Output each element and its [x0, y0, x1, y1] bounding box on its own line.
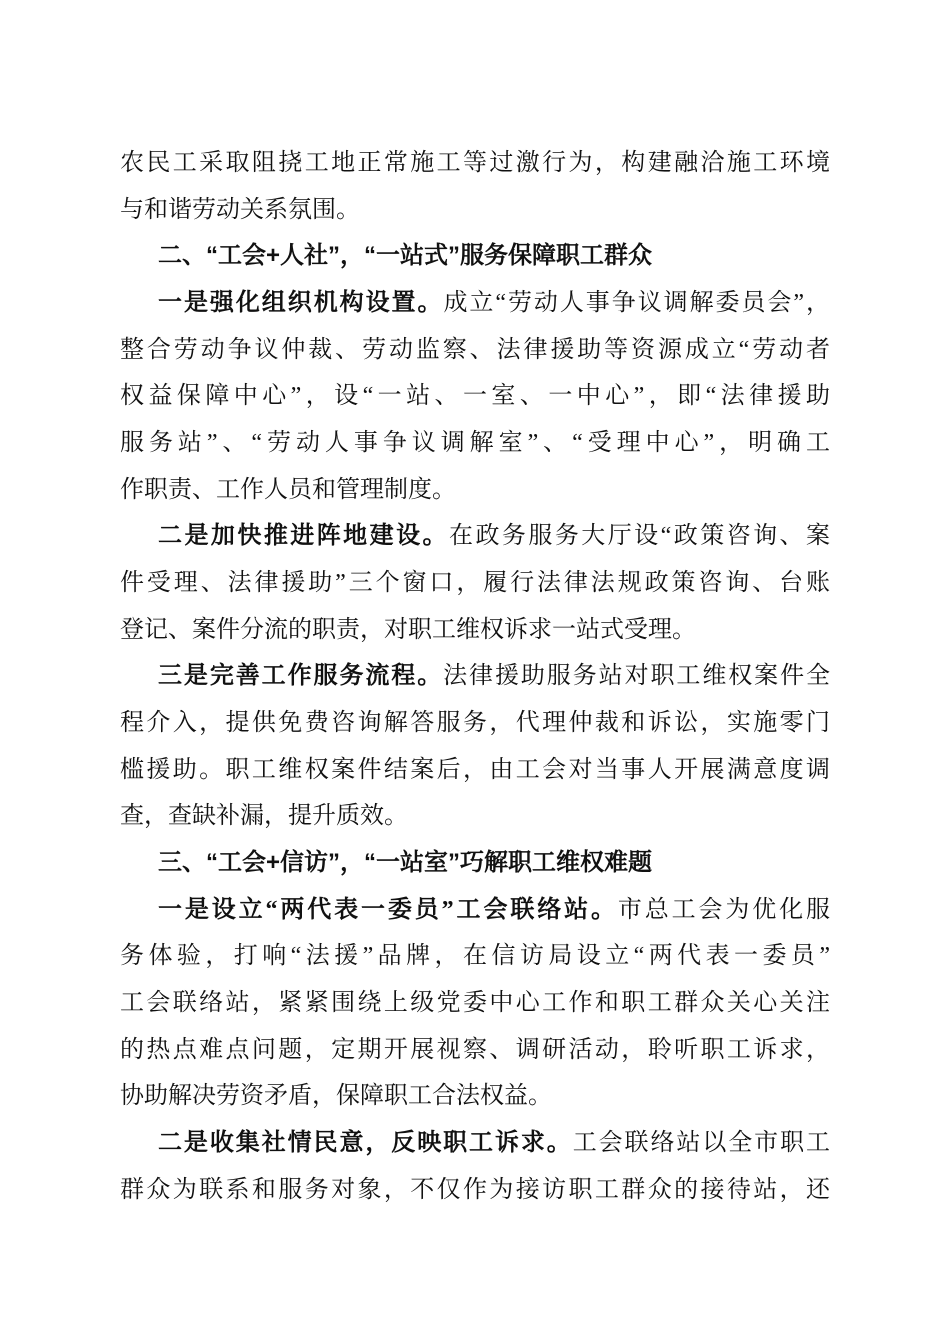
section-heading: 二、“工会+人社”，“一站式”服务保障职工群众 [158, 242, 653, 270]
text-line: 务体验，打响“法援”品牌，在信访局设立“两代表一委员” [120, 943, 830, 970]
paragraph-lead: 三是完善工作服务流程。 [158, 663, 444, 690]
paragraph-text: 工会联络站以全市职工 [572, 1130, 830, 1157]
text-line: 查，查缺补漏，提升质效。 [120, 803, 408, 830]
text-line: 协助解决劳资矛盾，保障职工合法权益。 [120, 1083, 552, 1110]
section-heading: 三、“工会+信访”，“一站室”巧解职工维权难题 [158, 849, 653, 877]
paragraph-text: 成立“劳动人事争议调解委员会”， [443, 290, 830, 317]
text-line: 槛援助。职工维权案件结案后，由工会对当事人开展满意度调 [120, 756, 830, 783]
text-line: 与和谐劳动关系氛围。 [120, 196, 360, 223]
text-line: 群众为联系和服务对象，不仅作为接访职工群众的接待站，还 [120, 1176, 830, 1203]
paragraph-lead: 一是强化组织机构设置。 [158, 290, 444, 317]
paragraph-text: 市总工会为优化服 [617, 896, 830, 923]
paragraph [120, 1120, 830, 1213]
text-line: 整合劳动争议仲裁、劳动监察、法律援助等资源成立“劳动者 [120, 336, 830, 363]
text-line: 农民工采取阻挠工地正常施工等过激行为，构建融洽施工环境 [120, 150, 830, 176]
text-line: 服务站”、“劳动人事争议调解室”、“受理中心”，明确工 [120, 430, 830, 457]
section-two [120, 233, 830, 840]
text-line: 权益保障中心”，设“一站、一室、一中心”，即“法律援助 [120, 383, 830, 410]
text-line: 作职责、工作人员和管理制度。 [120, 476, 456, 503]
text-line: 的热点难点问题，定期开展视察、调研活动，聆听职工诉求， [120, 1036, 830, 1063]
paragraph-text: 在政务服务大厅设“政策咨询、案 [449, 523, 830, 550]
section-three [120, 840, 830, 1213]
paragraph-lead: 二是收集社情民意，反映职工诉求。 [158, 1130, 573, 1157]
paragraph-first-line [120, 280, 830, 327]
paragraph-first-line [120, 653, 830, 700]
intro-paragraph-continuation [120, 140, 830, 233]
paragraph-lead: 二是加快推进阵地建设。 [158, 523, 449, 550]
paragraph-first-line [120, 887, 830, 934]
paragraph-lead: 一是设立“两代表一委员”工会联络站。 [158, 896, 618, 923]
paragraph [120, 653, 830, 840]
text-line: 程介入，提供免费咨询解答服务，代理仲裁和诉讼，实施零门 [120, 710, 830, 737]
text-line: 工会联络站，紧紧围绕上级党委中心工作和职工群众关心关注 [120, 990, 830, 1017]
document-body [120, 140, 830, 1213]
paragraph [120, 513, 830, 653]
paragraph-text: 法律援助服务站对职工维权案件全 [443, 663, 830, 690]
paragraph-first-line [120, 1120, 830, 1167]
text-line: 件受理、法律援助”三个窗口，履行法律法规政策咨询、台账 [120, 570, 830, 597]
paragraph [120, 887, 830, 1120]
paragraph-first-line [120, 513, 830, 560]
paragraph [120, 280, 830, 513]
text-line: 登记、案件分流的职责，对职工维权诉求一站式受理。 [120, 616, 696, 643]
